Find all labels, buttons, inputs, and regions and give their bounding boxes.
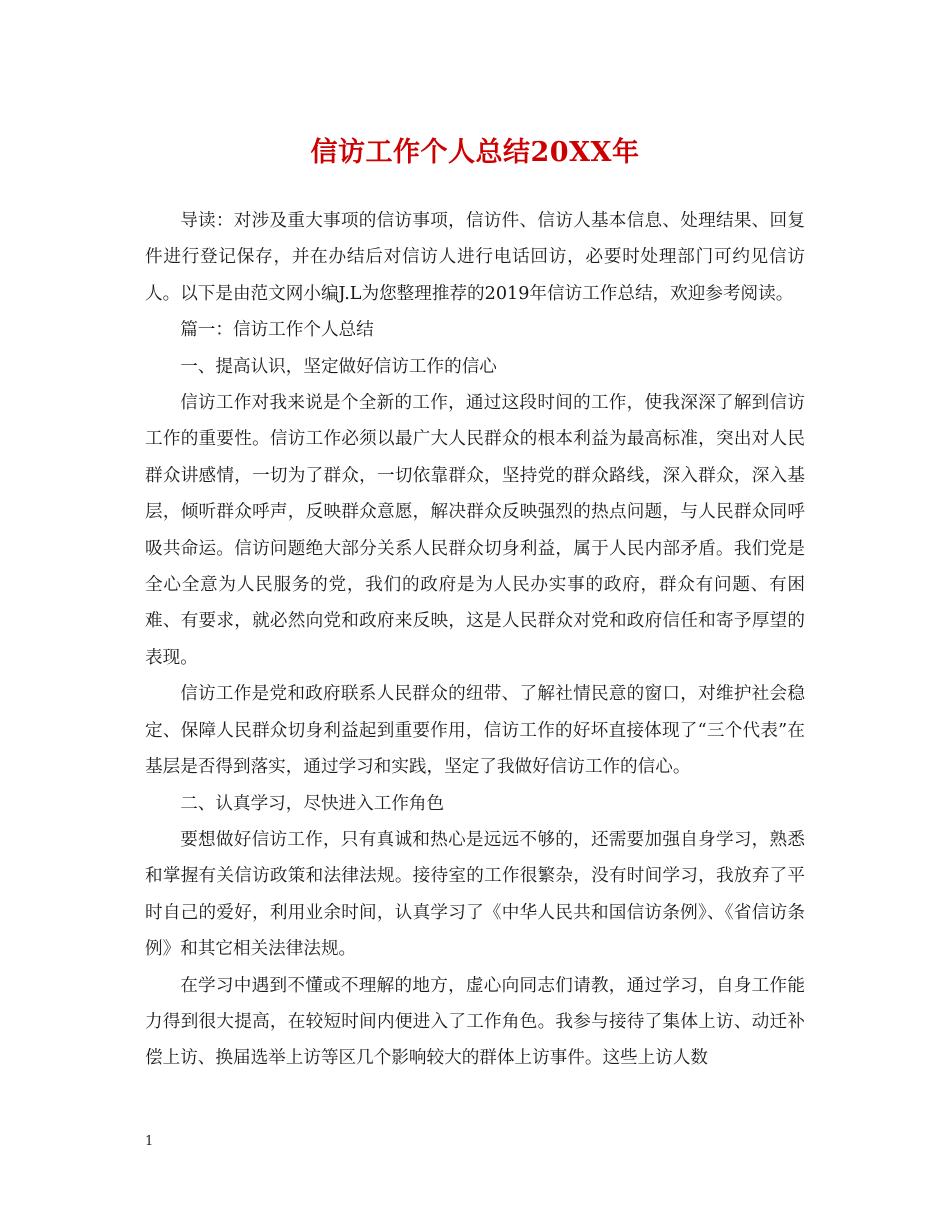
intro-paragraph: 导读：对涉及重大事项的信访事项，信访件、信访人基本信息、处理结果、回复件进行登记保存，并在办结后对信访人进行电话回访，必要时处理部门可约见信访人。以下是由范文网小编J.L为您整理推荐的2019年信访工作总结，欢迎参考阅读。	[145, 211, 805, 304]
body-paragraph: 信访工作对我来说是个全新的工作，通过这段时间的工作，使我深深了解到信访工作的重要性。信访工作必须以最广大人民群众的根本利益为最高标准，突出对人民群众讲感情，一切为了群众，一切依靠群众，坚持党的群众路线，深入群众，深入基层，倾听群众呼声，反映群众意愿，解决群众反映强烈的热点问题，与人民群众同呼吸共命运。信访问题绝大部分关系人民群众切身利益，属于人民内部矛盾。我们党是全心全意为人民服务的党，我们的政府是为人民办实事的政府，群众有问题、有困难、有要求，就必然向党和政府来反映，这是人民群众对党和政府信任和寄予厚望的表现。	[145, 393, 805, 668]
subheading-two: 二、认真学习，尽快进入工作角色	[180, 793, 445, 814]
body-paragraph: 要想做好信访工作，只有真诚和热心是远远不够的，还需要加强自身学习，熟悉和掌握有关信访政策和法律法规。接待室的工作很繁杂，没有时间学习，我放弃了平时自己的爱好，利用业余时间，认真学习了《中华人民共和国信访条例》、《省信访条例》和其它相关法律法规。	[145, 829, 805, 960]
page-number: 1	[145, 1134, 154, 1149]
document-body	[145, 203, 805, 1077]
section-heading-part-one: 篇一：信访工作个人总结	[180, 320, 374, 341]
body-paragraph: 信访工作是党和政府联系人民群众的纽带、了解社情民意的窗口，对维护社会稳定、保障人民群众切身利益起到重要作用，信访工作的好坏直接体现了“三个代表”在基层是否得到落实，通过学习和实践，坚定了我做好信访工作的信心。	[145, 684, 805, 778]
body-paragraph: 在学习中遇到不懂或不理解的地方，虚心向同志们请教，通过学习，自身工作能力得到很大提高，在较短时间内便进入了工作角色。我参与接待了集体上访、动迁补偿上访、换届选举上访等区几个影响较大的群体上访事件。这些上访人数	[145, 975, 805, 1069]
document-title: 信访工作个人总结20XX年	[310, 137, 640, 168]
subheading-one: 一、提高认识，坚定做好信访工作的信心	[180, 356, 497, 377]
